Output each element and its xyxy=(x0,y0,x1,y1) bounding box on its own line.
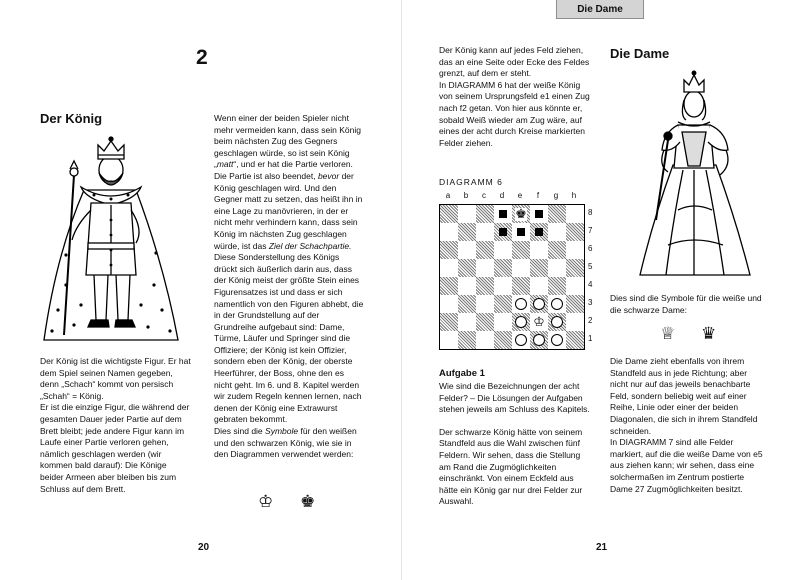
emphasis: bevor xyxy=(317,170,340,181)
square-b8 xyxy=(458,205,476,223)
white-king-icon: ♔ xyxy=(258,492,274,512)
text-run: “, und er hat die Partie verloren. xyxy=(233,159,353,170)
square-e7 xyxy=(512,223,530,241)
square-e3 xyxy=(512,295,530,313)
circle-marker xyxy=(551,334,563,346)
paragraph: Der König ist die wichtigste Figur. Er hat dem Spiel seinen Namen gegeben, denn „Schach“ kommt von persisch „Schah“ = König. xyxy=(40,356,191,401)
square-c1 xyxy=(476,331,494,349)
square-f6 xyxy=(530,241,548,259)
black-king-icon: ♚ xyxy=(300,492,316,512)
text-run: Die Partie ist also beendet, xyxy=(214,170,318,181)
square-a2 xyxy=(440,313,458,331)
square-g3 xyxy=(548,295,566,313)
square-g6 xyxy=(548,241,566,259)
square-b5 xyxy=(458,259,476,277)
circle-marker xyxy=(533,298,545,310)
square-c4 xyxy=(476,277,494,295)
square-c2 xyxy=(476,313,494,331)
square-e5 xyxy=(512,259,530,277)
diagram-label: DIAGRAMM 6 xyxy=(439,177,503,187)
emphasis: Ziel der Schachpartie. xyxy=(268,240,352,251)
square-c5 xyxy=(476,259,494,277)
square-b7 xyxy=(458,223,476,241)
white-queen-icon: ♕ xyxy=(660,324,676,344)
square-h2 xyxy=(566,313,584,331)
file-label: e xyxy=(517,191,523,200)
file-label: c xyxy=(482,191,486,200)
square-c3 xyxy=(476,295,494,313)
square-b2 xyxy=(458,313,476,331)
square-h1 xyxy=(566,331,584,349)
chess-board xyxy=(439,204,585,350)
square-g2 xyxy=(548,313,566,331)
square-f2 xyxy=(530,313,548,331)
rank-label: 7 xyxy=(588,226,593,235)
square-marker xyxy=(535,210,543,218)
chapter-number: 2 xyxy=(196,46,208,69)
paragraph xyxy=(214,171,364,252)
square-f1 xyxy=(530,331,548,349)
square-a5 xyxy=(440,259,458,277)
paragraph: Wie sind die Bezeichnungen der acht Felder? – Die Lösungen der Aufgaben stehen jeweils am Schluss des Kapitels. xyxy=(439,381,590,415)
circle-marker xyxy=(551,298,563,310)
square-a6 xyxy=(440,241,458,259)
square-f8 xyxy=(530,205,548,223)
file-label: g xyxy=(553,191,559,200)
square-d8 xyxy=(494,205,512,223)
square-f4 xyxy=(530,277,548,295)
board-file-labels xyxy=(439,191,583,202)
circle-marker xyxy=(515,334,527,346)
square-b3 xyxy=(458,295,476,313)
square-a3 xyxy=(440,295,458,313)
square-d3 xyxy=(494,295,512,313)
text-run: der König geschlagen wird. Und den Gegner matt zu setzen, das heißt ihn in eine Lage zu manövrieren, in der er nicht mehr verhindern kann, dass sein König im nächsten Zug geschlagen würde, ist das xyxy=(214,170,363,251)
black-king-piece: ♚ xyxy=(515,206,527,222)
square-c8 xyxy=(476,205,494,223)
rank-label: 4 xyxy=(588,280,593,289)
circle-marker xyxy=(515,298,527,310)
square-a8 xyxy=(440,205,458,223)
rank-label: 3 xyxy=(588,298,593,307)
square-g8 xyxy=(548,205,566,223)
text-run: für den weißen und den schwarzen König, wie sie in den Diagrammen verwendet werden: xyxy=(214,426,357,460)
section-title-koenig: Der König xyxy=(40,111,103,126)
square-f3 xyxy=(530,295,548,313)
task-title: Aufgabe 1 xyxy=(439,368,485,379)
paragraph xyxy=(214,113,364,171)
page-number-right: 21 xyxy=(596,542,608,553)
square-marker xyxy=(499,228,507,236)
emphasis: Symbole xyxy=(265,426,299,437)
square-e1 xyxy=(512,331,530,349)
square-e6 xyxy=(512,241,530,259)
square-d7 xyxy=(494,223,512,241)
header-tab: Die Dame xyxy=(556,0,644,19)
left-col2-text xyxy=(214,113,364,461)
file-label: h xyxy=(571,191,577,200)
square-e8 xyxy=(512,205,530,223)
paragraph: Er ist die einzige Figur, die während der gesamten Dauer jeder Partie auf dem Brett bleibt; jede andere Figur kann im Laufe einer Partie verloren gehen, nämlich geschlagen werden (wir kommen bald darauf): Die Könige beider Armeen aber bleiben bis zum Schluss auf dem Brett. xyxy=(40,402,190,494)
square-h6 xyxy=(566,241,584,259)
square-a1 xyxy=(440,331,458,349)
square-g5 xyxy=(548,259,566,277)
king-illustration xyxy=(36,135,186,345)
text-run: Wenn einer der beiden Spieler nicht mehr vermeiden kann, dass sein König beim nächsten Zug des Gegners geschlagen würde, so ist sein König „ xyxy=(214,113,361,170)
rank-label: 1 xyxy=(588,334,593,343)
rank-label: 5 xyxy=(588,262,593,271)
square-g7 xyxy=(548,223,566,241)
square-d6 xyxy=(494,241,512,259)
text-run: Dies sind die xyxy=(214,426,266,437)
square-marker xyxy=(535,228,543,236)
square-a4 xyxy=(440,277,458,295)
square-h3 xyxy=(566,295,584,313)
rank-label: 8 xyxy=(588,208,593,217)
right-col1-top-text: Der König kann auf jedes Feld ziehen, das an eine Seite oder Ecke des Feldes grenzt, auf dem er steht. In DIAGRAMM 6 hat der weiße König von seinem Ursprungsfeld e1 einen Zug nach f2 getan. Von hier aus könnte er, sobald Weiß wieder am Zug wäre, auf eines der acht durch Kreise markierten Felder ziehen. xyxy=(439,45,590,148)
board-rank-labels xyxy=(588,204,598,348)
square-b4 xyxy=(458,277,476,295)
task-text xyxy=(439,381,591,508)
square-d4 xyxy=(494,277,512,295)
black-queen-icon: ♛ xyxy=(701,324,717,344)
rank-label: 6 xyxy=(588,244,593,253)
square-marker xyxy=(499,210,507,218)
square-b6 xyxy=(458,241,476,259)
square-e4 xyxy=(512,277,530,295)
square-a7 xyxy=(440,223,458,241)
section-title-dame: Die Dame xyxy=(610,46,670,61)
emphasis: matt xyxy=(216,159,234,170)
square-h8 xyxy=(566,205,584,223)
file-label: b xyxy=(463,191,469,200)
right-col2-p2: Die Dame zieht ebenfalls von ihrem Standfeld aus in jede Richtung; aber nicht nur auf das jeweils benachbarte Feld, sondern beliebig weit auf einer Reihe, Linie oder einer der beiden Diagonalen, die sich in ihrem Standfeld schneiden. In DIAGRAMM 7 sind alle Felder markiert, auf die die weiße Dame von e5 aus ziehen kann; wir sehen, dass eine solchermaßen im Zentrum postierte Dame 27 Zugmöglichkeiten besitzt. xyxy=(610,356,763,494)
square-c6 xyxy=(476,241,494,259)
paragraph xyxy=(214,426,364,461)
square-marker xyxy=(517,228,525,236)
square-h5 xyxy=(566,259,584,277)
square-d2 xyxy=(494,313,512,331)
circle-marker xyxy=(533,334,545,346)
square-c7 xyxy=(476,223,494,241)
file-label: a xyxy=(445,191,451,200)
square-d5 xyxy=(494,259,512,277)
square-d1 xyxy=(494,331,512,349)
paragraph: Der schwarze König hätte von seinem Standfeld aus die Wahl zwischen fünf Feldern. Wir sehen, dass die Stellung am Rand die Zugmöglichkeiten einschränkt. Von einem Eckfeld aus hätte ein König gar nur drei Felder zur Auswahl. xyxy=(439,426,583,507)
square-h7 xyxy=(566,223,584,241)
left-col1-text xyxy=(40,356,192,495)
square-g4 xyxy=(548,277,566,295)
square-f7 xyxy=(530,223,548,241)
square-b1 xyxy=(458,331,476,349)
circle-marker xyxy=(515,316,527,328)
page-number-left: 20 xyxy=(198,542,210,553)
square-e2 xyxy=(512,313,530,331)
right-col2-p1: Dies sind die Symbole für die weiße und die schwarze Dame: xyxy=(610,293,762,315)
square-h4 xyxy=(566,277,584,295)
square-g1 xyxy=(548,331,566,349)
circle-marker xyxy=(551,316,563,328)
rank-label: 2 xyxy=(588,316,593,325)
queen-illustration xyxy=(628,70,758,280)
white-king-piece: ♔ xyxy=(533,314,545,330)
paragraph: Diese Sonderstellung des Königs drückt sich äußerlich darin aus, dass der König meist der größte Stein eines Figurensatzes ist und dass er sich namentlich von den Figuren abhebt, die in der Grundstellung auf der Grundreihe aufgebaut sind: Dame, Türme, Läufer und Springer sind die Offiziere; der König ist kein Offizier, sondern eben der König, der oberste Heerführer, der Boss, ohne den es nicht geht. Im 6. und 8. Kapitel werden wir zudem Regeln kennen lernen, nach denen der König eine Extrawurst gebraten bekommt. xyxy=(214,252,364,425)
square-f5 xyxy=(530,259,548,277)
file-label: f xyxy=(536,191,540,200)
file-label: d xyxy=(499,191,505,200)
